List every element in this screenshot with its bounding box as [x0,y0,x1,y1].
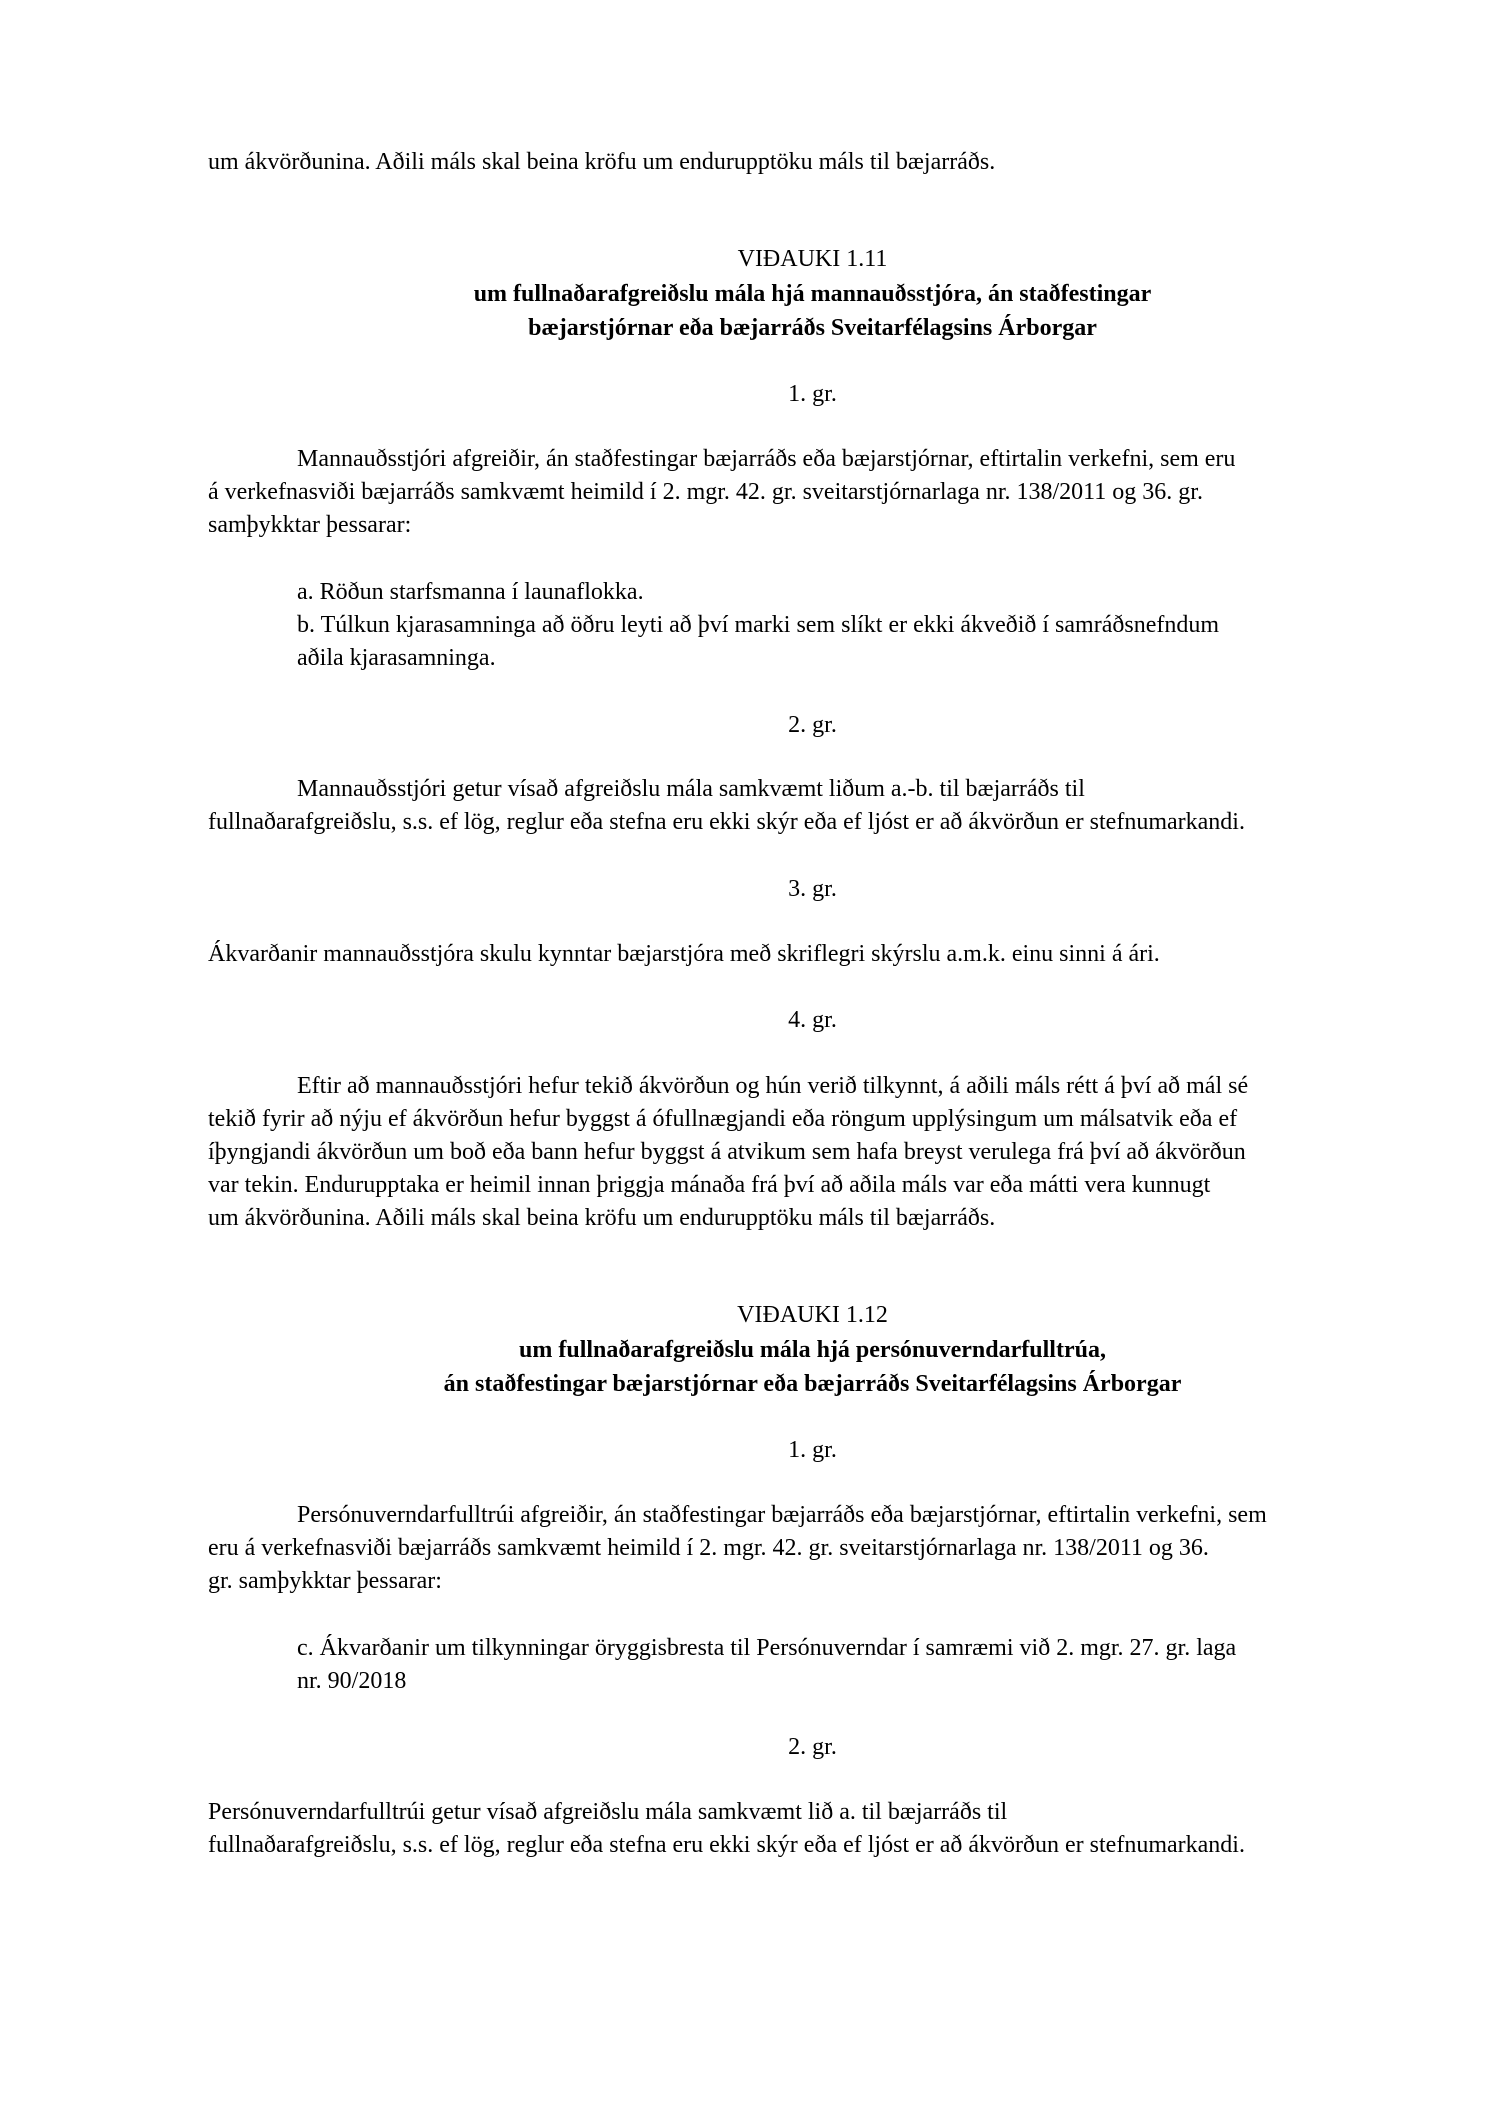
annex-1-12-subtitle-line: um fullnaðarafgreiðslu mála hjá persónuverndarfulltrúa, [519,1337,1106,1363]
article-paragraph-line: eru á verkefnasviði bæjarráðs samkvæmt heimild í 2. mgr. 42. gr. sveitarstjórnarlaga nr. 138/2011 og 36. [208,1535,1209,1561]
article-paragraph-line: var tekin. Endurupptaka er heimil innan þriggja mánaða frá því að aðila máls var eða mátti vera kunnugt [208,1172,1211,1198]
article-paragraph-line: fullnaðarafgreiðslu, s.s. ef lög, reglur eða stefna eru ekki skýr eða ef ljóst er að ákvörðun er stefnumarkandi. [208,1832,1245,1858]
article-paragraph-line: íþyngjandi ákvörðun um boð eða bann hefur byggst á atvikum sem hafa breyst verulega frá því að ákvörðun [208,1139,1246,1165]
article-paragraph-line: samþykktar þessarar: [208,512,412,538]
article-paragraph-line: á verkefnasviði bæjarráðs samkvæmt heimild í 2. mgr. 42. gr. sveitarstjórnarlaga nr. 138/2011 og 36. gr. [208,479,1203,505]
article-paragraph-line: Eftir að mannauðsstjóri hefur tekið ákvörðun og hún verið tilkynnt, á aðili máls rétt á því að mál sé [297,1073,1249,1099]
article-paragraph-line: gr. samþykktar þessarar: [208,1568,442,1594]
list-item-line: aðila kjarasamninga. [297,645,496,671]
annex-1-11-heading: VIÐAUKI 1.11 [737,246,888,272]
article-label: 2. gr. [788,712,837,738]
article-paragraph-line: Persónuverndarfulltrúi getur vísað afgreiðslu mála samkvæmt lið a. til bæjarráðs til [208,1799,1008,1825]
article-paragraph-line: fullnaðarafgreiðslu, s.s. ef lög, reglur eða stefna eru ekki skýr eða ef ljóst er að ákvörðun er stefnumarkandi. [208,809,1245,835]
list-item-line: a. Röðun starfsmanna í launaflokka. [297,579,644,605]
list-item-line: b. Túlkun kjarasamninga að öðru leyti að því marki sem slíkt er ekki ákveðið í samráðsnefndum [297,612,1220,638]
continuation-paragraph-line: um ákvörðunina. Aðili máls skal beina kröfu um endurupptöku máls til bæjarráðs. [208,149,996,175]
article-paragraph-line: Persónuverndarfulltrúi afgreiðir, án staðfestingar bæjarráðs eða bæjarstjórnar, eftirtalin verkefni, sem [297,1502,1267,1528]
article-paragraph-line: um ákvörðunina. Aðili máls skal beina kröfu um endurupptöku máls til bæjarráðs. [208,1205,996,1231]
annex-1-11-subtitle-line: um fullnaðarafgreiðslu mála hjá mannauðsstjóra, án staðfestingar [473,281,1152,307]
article-paragraph-line: Ákvarðanir mannauðsstjóra skulu kynntar bæjarstjóra með skriflegri skýrslu a.m.k. einu sinni á ári. [208,941,1160,967]
article-paragraph-line: Mannauðsstjóri afgreiðir, án staðfestingar bæjarráðs eða bæjarstjórnar, eftirtalin verkefni, sem eru [297,446,1236,472]
list-item-line: nr. 90/2018 [297,1668,407,1694]
article-label: 1. gr. [788,381,837,407]
annex-1-12-subtitle-line: án staðfestingar bæjarstjórnar eða bæjarráðs Sveitarfélagsins Árborgar [443,1371,1182,1397]
article-paragraph-line: tekið fyrir að nýju ef ákvörðun hefur byggst á ófullnægjandi eða röngum upplýsingum um málsatvik eða ef [208,1106,1238,1132]
article-label: 1. gr. [788,1437,837,1463]
article-paragraph-line: Mannauðsstjóri getur vísað afgreiðslu mála samkvæmt liðum a.-b. til bæjarráðs til [297,776,1085,802]
annex-1-11-subtitle-line: bæjarstjórnar eða bæjarráðs Sveitarfélagsins Árborgar [528,315,1097,341]
article-label: 3. gr. [788,876,837,902]
article-label: 4. gr. [788,1007,837,1033]
article-label: 2. gr. [788,1734,837,1760]
list-item-line: c. Ákvarðanir um tilkynningar öryggisbresta til Persónuverndar í samræmi við 2. mgr. 27. gr. laga [297,1635,1237,1661]
annex-1-12-heading: VIÐAUKI 1.12 [737,1302,888,1328]
